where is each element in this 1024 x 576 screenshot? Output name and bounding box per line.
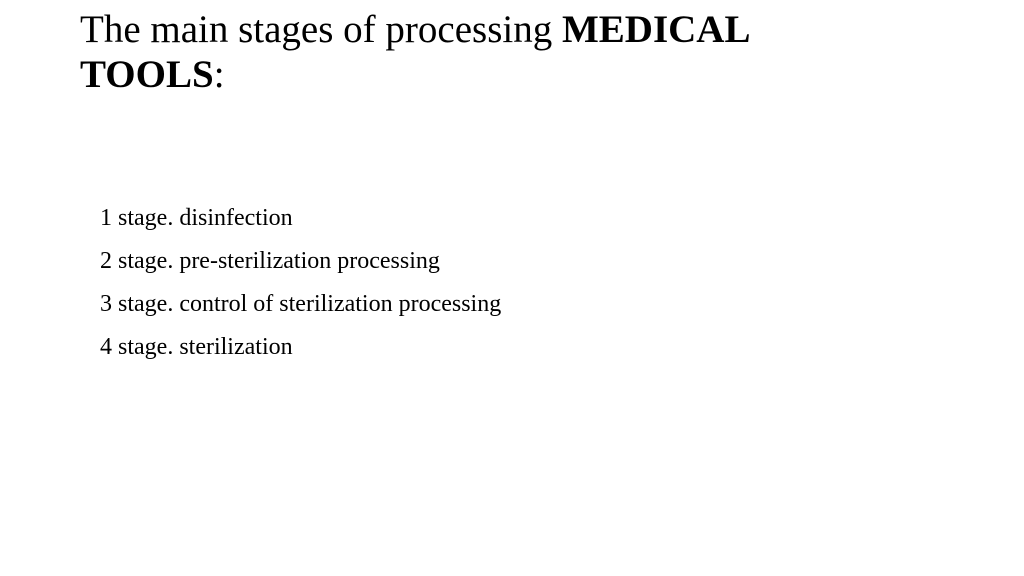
stages-list — [100, 197, 501, 369]
stage-item-1: 1 stage. disinfection — [100, 205, 293, 231]
slide-title — [80, 7, 980, 97]
stage-item-2: 2 stage. pre-sterilization processing — [100, 248, 440, 274]
stage-item-4: 4 stage. sterilization — [100, 334, 293, 360]
title-suffix: : — [213, 53, 225, 96]
title-emphasis-medical: MEDICAL — [561, 8, 751, 51]
stage-item-3: 3 stage. control of sterilization processing — [100, 291, 502, 317]
title-prefix: The main stages of processing — [80, 8, 562, 51]
title-emphasis-tools: TOOLS — [80, 53, 214, 96]
